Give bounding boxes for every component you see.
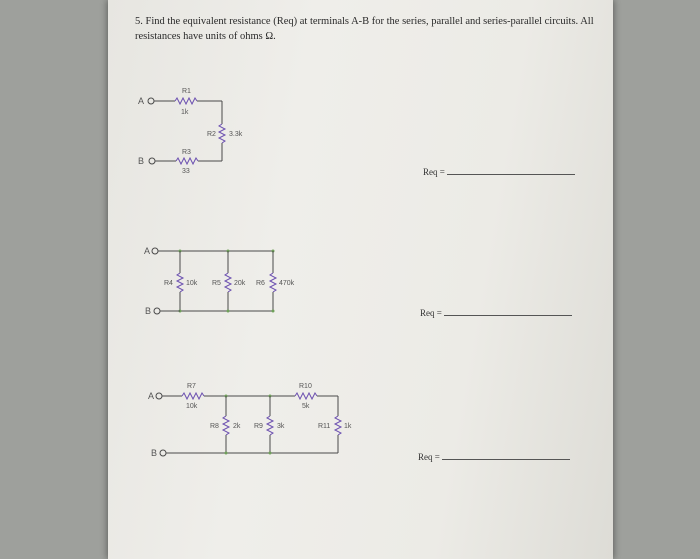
c1-r1-value: 1k	[181, 109, 189, 116]
c1-r2-name: R2	[207, 131, 216, 138]
c1-terminal-b-node	[149, 158, 155, 164]
c1-terminal-b: B	[138, 156, 145, 166]
circuit-1-series	[138, 88, 243, 175]
c2-r5-resistor	[225, 273, 231, 292]
req-blank-2[interactable]	[444, 307, 572, 316]
c3-node	[225, 452, 228, 455]
c1-terminal-a: A	[138, 96, 145, 106]
question-number: 5.	[135, 16, 143, 27]
c1-terminal-a-node	[148, 98, 154, 104]
c1-r3-name: R3	[182, 149, 191, 156]
c2-terminal-a: A	[144, 246, 151, 256]
c3-r11-resistor	[335, 416, 341, 435]
c3-terminal-b: B	[151, 448, 158, 458]
c1-r1-resistor	[175, 98, 197, 104]
c3-r9-name: R9	[254, 423, 263, 430]
req-blank-1[interactable]	[447, 166, 575, 175]
c2-r4-resistor	[177, 273, 183, 292]
c1-r1-name: R1	[182, 88, 191, 95]
c3-r8-value: 2k	[233, 423, 241, 430]
c3-r9-resistor	[267, 416, 273, 435]
c3-r7-resistor	[182, 393, 204, 399]
req-answer-2	[420, 307, 572, 318]
c3-r7-name: R7	[187, 383, 196, 390]
c2-node	[272, 310, 275, 313]
c3-r9-value: 3k	[277, 423, 285, 430]
req-label-3: Req =	[418, 452, 440, 462]
circuit-2-parallel	[144, 246, 295, 316]
c2-node	[227, 310, 230, 313]
c3-node	[269, 452, 272, 455]
c1-r3-value: 33	[182, 168, 190, 175]
c2-r6-resistor	[270, 273, 276, 292]
circuit-3-series-parallel	[148, 383, 352, 458]
c2-terminal-b: B	[145, 306, 152, 316]
c3-terminal-b-node	[160, 450, 166, 456]
c3-r10-name: R10	[299, 383, 312, 390]
c2-terminal-a-node	[152, 248, 158, 254]
c1-r2-resistor	[219, 124, 225, 143]
c3-terminal-a-node	[156, 393, 162, 399]
c3-r8-resistor	[223, 416, 229, 435]
c2-r6-name: R6	[256, 280, 265, 287]
req-answer-3	[418, 451, 570, 462]
req-label-1: Req =	[423, 167, 445, 177]
c3-r8-name: R8	[210, 423, 219, 430]
c2-r4-name: R4	[164, 280, 173, 287]
req-blank-3[interactable]	[442, 451, 570, 460]
c3-r11-name: R11	[318, 423, 331, 430]
c2-r5-name: R5	[212, 280, 221, 287]
c3-r11-value: 1k	[344, 423, 352, 430]
c2-r5-value: 20k	[234, 280, 246, 287]
question-body: Find the equivalent resistance (Req) at terminals A-B for the series, parallel and series-parallel circuits. All resistances have units of ohms Ω.	[135, 16, 594, 42]
req-answer-1	[423, 166, 575, 177]
c2-terminal-b-node	[154, 308, 160, 314]
c3-r10-resistor	[295, 393, 317, 399]
req-label-2: Req =	[420, 308, 442, 318]
c3-r7-value: 10k	[186, 403, 198, 410]
c2-r4-value: 10k	[186, 280, 198, 287]
c1-r2-value: 3.3k	[229, 131, 243, 138]
c3-r10-value: 5k	[302, 403, 310, 410]
c2-r6-value: 470k	[279, 280, 295, 287]
c3-terminal-a: A	[148, 391, 155, 401]
c1-r3-resistor	[176, 158, 198, 164]
